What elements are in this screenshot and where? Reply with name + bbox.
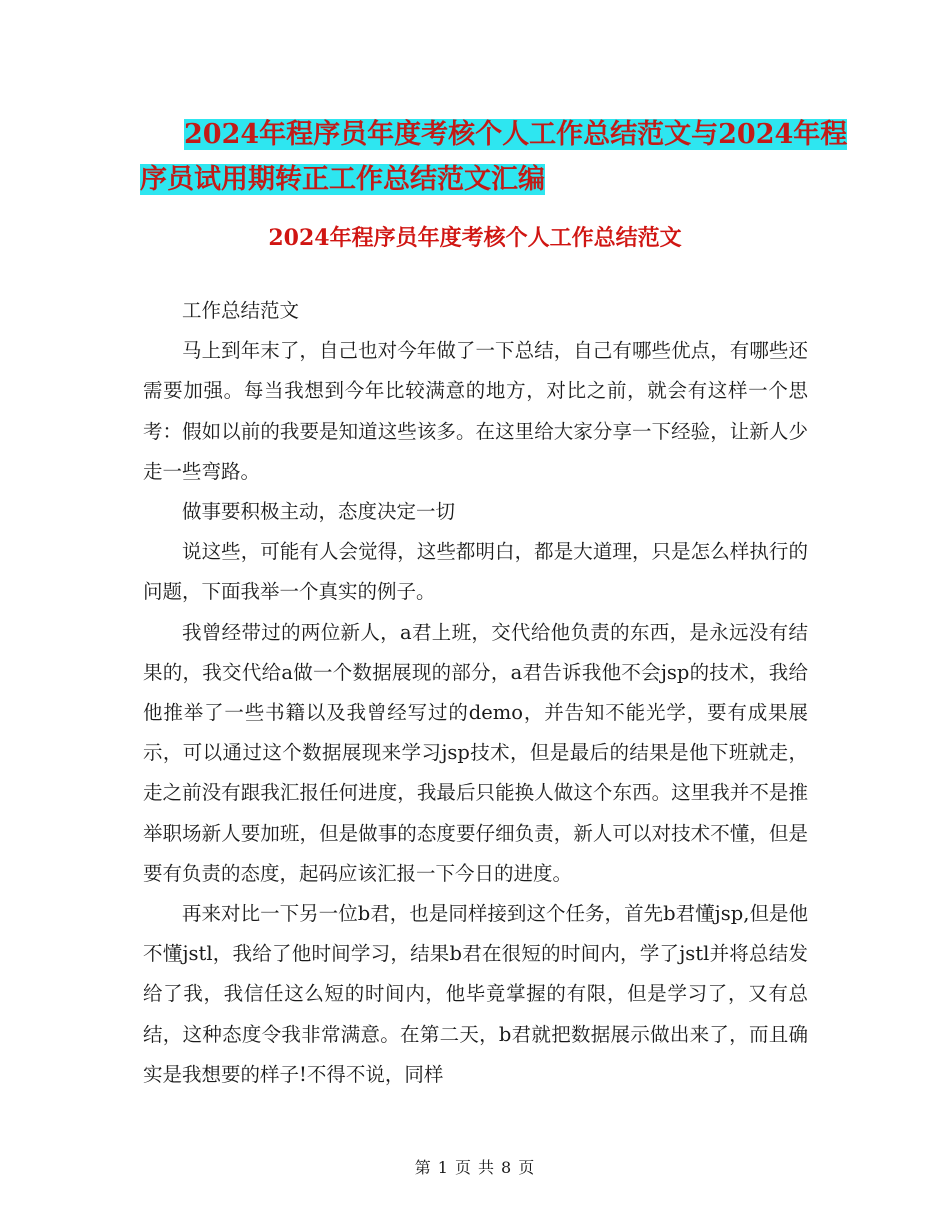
document-title — [140, 112, 848, 202]
paragraph: 我曾经带过的两位新人，a君上班，交代给他负责的东西，是永远没有结果的，我交代给a做一个数据展现的部分，a君告诉我他不会jsp的技术，我给他推举了一些书籍以及我曾经写过的demo，并告知不能光学，要有成果展示，可以通过这个数据展现来学习jsp技术，但是最后的结果是他下班就走，走之前没有跟我汇报任何进度，我最后只能换人做这个东西。这里我并不是推举职场新人要加班，但是做事的态度要仔细负责，新人可以对技术不懂，但是要有负责的态度，起码应该汇报一下今日的进度。 — [143, 620, 808, 885]
document-body — [143, 291, 808, 1095]
footer-page-total: 8 — [501, 1158, 513, 1177]
title-line-1 — [140, 112, 848, 157]
title-line-2-text: 序员试用期转正工作总结范文汇编 — [140, 164, 545, 195]
paragraph: 工作总结范文 — [182, 299, 300, 322]
paragraph: 再来对比一下另一位b君，也是同样接到这个任务，首先b君懂jsp,但是他不懂jstl，我给了他时间学习，结果b君在很短的时间内，学了jstl并将总结发给了我，我信任这么短的时间内，他毕竟掌握的有限，但是学习了，又有总结，这种态度令我非常满意。在第二天，b君就把数据展示做出来了，而且确实是我想要的样子!不得不说，同样 — [143, 902, 808, 1086]
footer-suffix: 页 — [518, 1158, 536, 1177]
paragraph: 说这些，可能有人会觉得，这些都明白，都是大道理，只是怎么样执行的问题，下面我举一个真实的例子。 — [143, 540, 808, 604]
title-line-2 — [140, 157, 830, 202]
title-line-1-text: 2024年程序员年度考核个人工作总结范文与2024年程 — [184, 119, 848, 150]
paragraph: 马上到年末了，自己也对今年做了一下总结，自己有哪些优点，有哪些还需要加强。每当我想到今年比较满意的地方，对比之前，就会有这样一个思考：假如以前的我要是知道这些该多。在这里给大家分享一下经验，让新人少走一些弯路。 — [143, 339, 808, 483]
footer-page-current: 1 — [437, 1158, 449, 1177]
paragraph: 做事要积极主动，态度决定一切 — [182, 500, 456, 524]
section-title: 2024年程序员年度考核个人工作总结范文 — [268, 225, 682, 251]
page-footer — [0, 1155, 950, 1178]
footer-prefix: 第 — [414, 1158, 432, 1177]
footer-mid: 页 共 — [454, 1158, 496, 1177]
